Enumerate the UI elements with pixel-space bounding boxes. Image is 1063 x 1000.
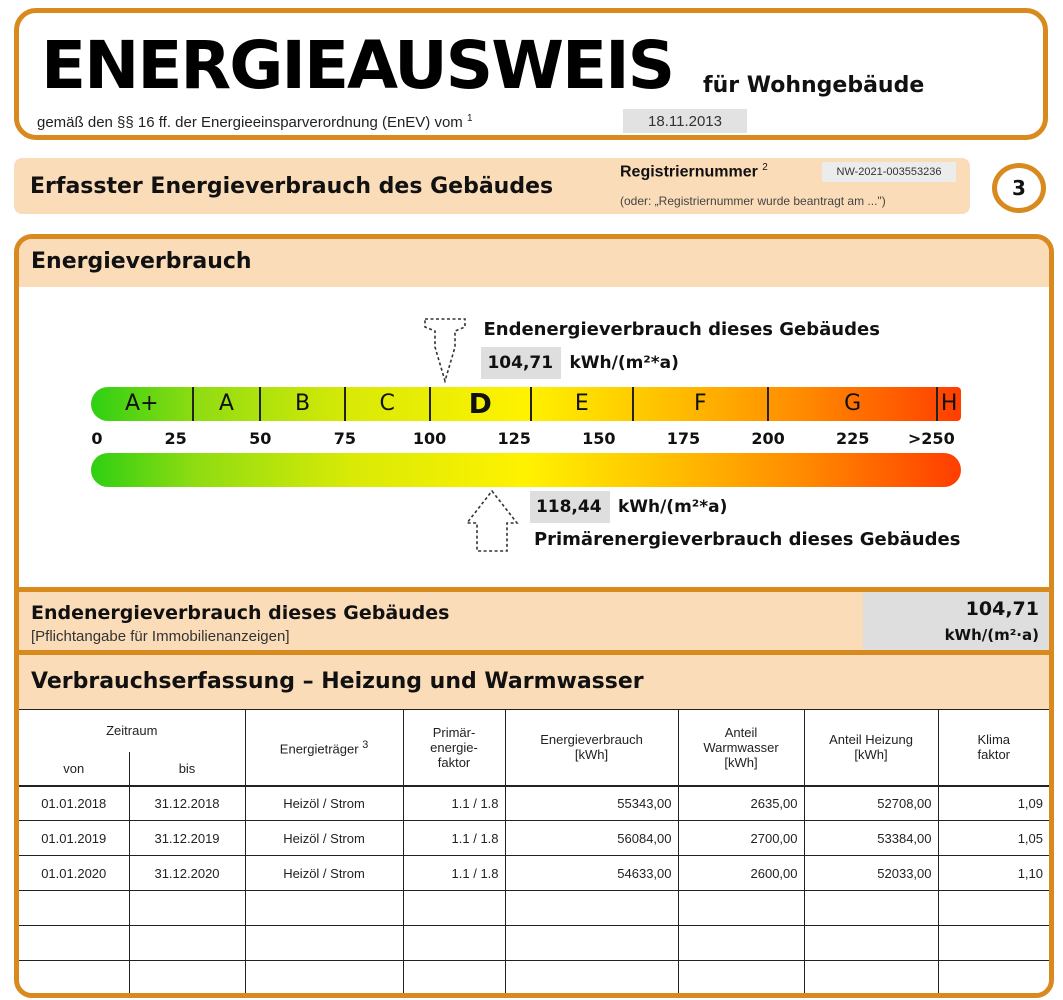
header-carrier-text: Energieträger — [279, 741, 359, 757]
tick-label: 100 — [412, 429, 447, 448]
class-separator — [259, 387, 261, 421]
header-period: Zeitraum — [19, 710, 245, 752]
efficiency-class-b: B — [295, 391, 311, 416]
cell-empty — [505, 926, 678, 961]
table-row — [19, 786, 1049, 821]
tick-label: 200 — [751, 429, 785, 448]
cell-carrier: Heizöl / Strom — [245, 856, 403, 891]
primary-energy-value: 118,44 — [530, 491, 610, 523]
efficiency-class-g: G — [844, 391, 862, 416]
cell-empty — [19, 961, 129, 996]
usage-strip — [19, 655, 1049, 709]
cell-empty — [804, 926, 938, 961]
cell-climate: 1,09 — [938, 786, 1049, 821]
tick-label: 225 — [835, 429, 870, 448]
cell-empty — [129, 926, 245, 961]
cell-climate: 1,10 — [938, 856, 1049, 891]
cell-to: 31.12.2019 — [129, 821, 245, 856]
end-energy-arrow-icon — [421, 317, 469, 383]
cell-empty — [403, 926, 505, 961]
cell-carrier: Heizöl / Strom — [245, 821, 403, 856]
primary-energy-arrow-icon — [465, 489, 519, 555]
cell-empty — [938, 891, 1049, 926]
energy-strip-title: Energieverbrauch — [31, 249, 252, 274]
cell-hot-water: 2700,00 — [678, 821, 804, 856]
cell-factor: 1.1 / 1.8 — [403, 786, 505, 821]
efficiency-class-h: H — [940, 391, 958, 416]
legal-reference — [37, 113, 473, 131]
cell-empty — [19, 891, 129, 926]
cell-empty — [245, 891, 403, 926]
cell-empty — [245, 926, 403, 961]
cell-empty — [678, 926, 804, 961]
cell-heating: 52708,00 — [804, 786, 938, 821]
cell-empty — [403, 961, 505, 996]
cell-to: 31.12.2018 — [129, 786, 245, 821]
cell-empty — [129, 891, 245, 926]
tick-label: 125 — [497, 429, 531, 448]
usage-table — [19, 709, 1049, 996]
cell-empty — [938, 926, 1049, 961]
usage-strip-title: Verbrauchserfassung – Heizung und Warmwasser — [31, 669, 644, 694]
tick-label: 175 — [666, 429, 701, 448]
table-row-empty — [19, 926, 1049, 961]
registration-note: (oder: „Registriernummer wurde beantragt am ...") — [620, 194, 886, 208]
cell-from: 01.01.2019 — [19, 821, 129, 856]
cell-to: 31.12.2020 — [129, 856, 245, 891]
cell-empty — [804, 891, 938, 926]
mandatory-subtitle: [Pflichtangabe für Immobilienanzeigen] — [31, 628, 290, 645]
cell-empty — [804, 961, 938, 996]
tick-label: 0 — [91, 429, 103, 448]
efficiency-class-f: F — [694, 391, 707, 416]
cell-heating: 53384,00 — [804, 821, 938, 856]
class-separator — [632, 387, 634, 421]
cell-empty — [505, 891, 678, 926]
cell-empty — [678, 961, 804, 996]
cell-empty — [938, 961, 1049, 996]
efficiency-class-e: E — [574, 391, 589, 416]
cell-empty — [403, 891, 505, 926]
end-energy-label: Endenergieverbrauch dieses Gebäudes — [483, 319, 880, 340]
cell-consumption: 56084,00 — [505, 821, 678, 856]
header-carrier — [245, 710, 403, 786]
tick-label: 75 — [333, 429, 357, 448]
tick-label: 150 — [582, 429, 616, 448]
section-banner — [14, 158, 970, 214]
header-hot-water: Anteil Warmwasser [kWh] — [678, 710, 804, 786]
header-primary-factor: Primär- energie- faktor — [403, 710, 505, 786]
cell-factor: 1.1 / 1.8 — [403, 821, 505, 856]
primary-energy-unit: kWh/(m²*a) — [617, 497, 728, 517]
header-climate-factor: Klima faktor — [938, 710, 1049, 786]
cell-empty — [129, 961, 245, 996]
tick-label: >250 — [907, 429, 955, 448]
end-energy-value: 104,71 — [481, 347, 561, 379]
mandatory-info-row — [19, 592, 1049, 650]
table-row — [19, 821, 1049, 856]
class-separator — [936, 387, 938, 421]
cell-empty — [505, 961, 678, 996]
mandatory-value: 104,71 — [965, 598, 1039, 620]
header-heating: Anteil Heizung [kWh] — [804, 710, 938, 786]
energy-panel — [14, 234, 1054, 998]
primary-energy-label: Primärenergieverbrauch dieses Gebäudes — [533, 529, 961, 550]
cell-hot-water: 2635,00 — [678, 786, 804, 821]
table-row-empty — [19, 961, 1049, 996]
cell-carrier: Heizöl / Strom — [245, 786, 403, 821]
cell-empty — [678, 891, 804, 926]
header-consumption: Energieverbrauch [kWh] — [505, 710, 678, 786]
header-to: bis — [129, 752, 245, 786]
cell-factor: 1.1 / 1.8 — [403, 856, 505, 891]
efficiency-class-scale — [91, 387, 961, 421]
header-from: von — [19, 752, 129, 786]
footnote-marker: 1 — [466, 113, 473, 124]
class-separator — [344, 387, 346, 421]
footnote-marker: 2 — [762, 162, 768, 173]
table-row-empty — [19, 891, 1049, 926]
cell-from: 01.01.2020 — [19, 856, 129, 891]
mandatory-unit: kWh/(m²·a) — [944, 626, 1039, 644]
efficiency-class-a: A — [218, 391, 234, 416]
tick-label: 50 — [249, 429, 272, 448]
cell-hot-water: 2600,00 — [678, 856, 804, 891]
certificate-header — [14, 8, 1048, 140]
cell-consumption: 55343,00 — [505, 786, 678, 821]
enev-date-field: 18.11.2013 — [623, 109, 747, 133]
document-title: ENERGIEAUSWEIS — [41, 27, 674, 104]
cell-empty — [245, 961, 403, 996]
efficiency-class-c: C — [379, 391, 395, 416]
cell-heating: 52033,00 — [804, 856, 938, 891]
mandatory-value-box — [863, 592, 1049, 650]
cell-empty — [19, 926, 129, 961]
section-title: Erfasster Energieverbrauch des Gebäudes — [30, 174, 554, 199]
end-energy-unit: kWh/(m²*a) — [569, 353, 679, 373]
efficiency-class-d: D — [468, 387, 492, 420]
primary-energy-scale — [91, 453, 961, 487]
document-subtitle: für Wohngebäude — [703, 73, 925, 98]
page-number-badge: 3 — [992, 163, 1046, 213]
class-separator — [192, 387, 194, 421]
registration-number-field: NW-2021-003553236 — [822, 162, 956, 182]
registration-label-text: Registriernummer — [620, 163, 758, 181]
energy-strip — [19, 239, 1049, 287]
cell-climate: 1,05 — [938, 821, 1049, 856]
table-row — [19, 856, 1049, 891]
cell-consumption: 54633,00 — [505, 856, 678, 891]
tick-label: 25 — [164, 429, 187, 448]
cell-from: 01.01.2018 — [19, 786, 129, 821]
class-separator — [767, 387, 769, 421]
efficiency-class-aplus: A+ — [125, 391, 159, 416]
class-separator — [429, 387, 431, 421]
usage-table-body — [19, 786, 1049, 996]
mandatory-title: Endenergieverbrauch dieses Gebäudes — [31, 602, 450, 624]
footnote-marker: 3 — [362, 739, 369, 752]
class-separator — [530, 387, 532, 421]
legal-reference-text: gemäß den §§ 16 ff. der Energieeinsparverordnung (EnEV) vom — [37, 114, 463, 131]
registration-label — [620, 162, 768, 181]
